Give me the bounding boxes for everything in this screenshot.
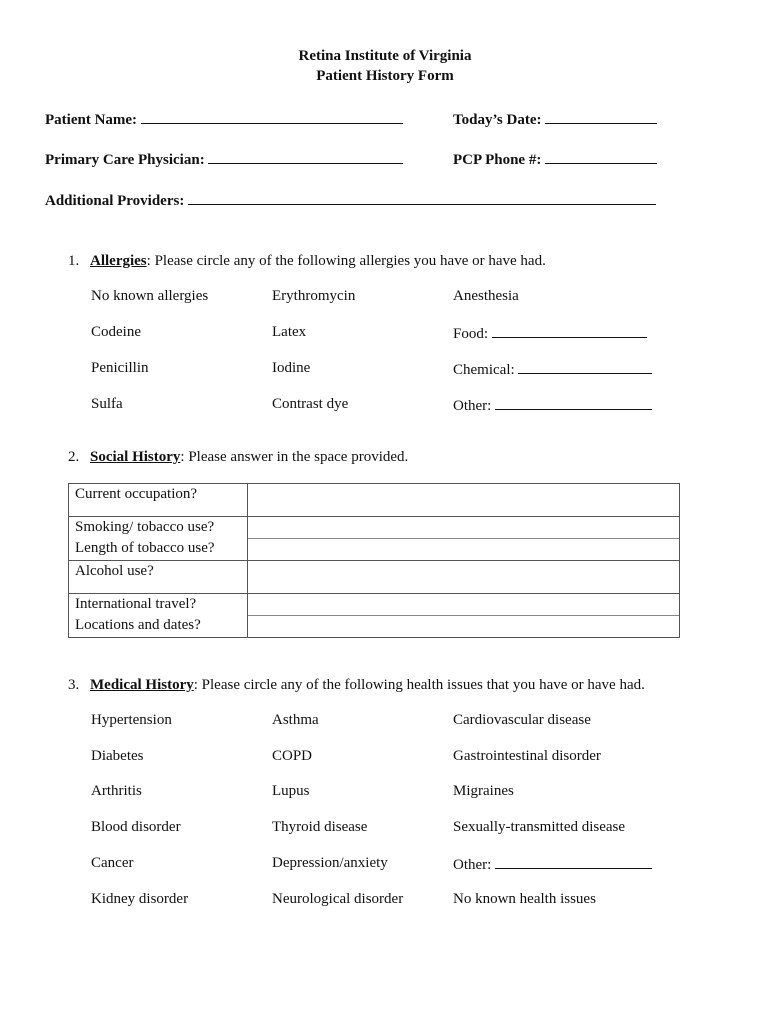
- patient-name-label: Patient Name:: [45, 112, 138, 128]
- condition-option[interactable]: Asthma: [272, 712, 319, 728]
- patient-name-field[interactable]: [45, 110, 403, 129]
- travel-answer-cell[interactable]: [248, 594, 680, 638]
- allergy-option[interactable]: No known allergies: [91, 288, 209, 304]
- travel-answer[interactable]: [248, 594, 679, 616]
- org-title: Retina Institute of Virginia: [298, 48, 472, 64]
- social-row-label: [69, 594, 248, 638]
- todays-date-field[interactable]: [453, 110, 657, 129]
- pcp-label: Primary Care Physician:: [45, 152, 205, 168]
- condition-other-field[interactable]: [453, 855, 652, 874]
- condition-option[interactable]: Depression/anxiety: [272, 855, 388, 871]
- medical-title: Medical History: [90, 677, 194, 693]
- pcp-phone-label: PCP Phone #:: [453, 152, 542, 168]
- locations-answer[interactable]: [248, 616, 679, 637]
- section-number: 3.: [68, 677, 80, 693]
- allergies-title: Allergies: [90, 253, 147, 269]
- patient-name-line[interactable]: [141, 110, 403, 124]
- condition-option[interactable]: Cancer: [91, 855, 134, 871]
- allergy-option[interactable]: Food:: [453, 326, 489, 342]
- alcohol-label: Alcohol use?: [75, 563, 154, 579]
- social-row-label: [69, 484, 248, 517]
- condition-option[interactable]: Kidney disorder: [91, 891, 189, 907]
- social-instruction: : Please answer in the space provided.: [180, 449, 409, 465]
- chemical-line[interactable]: [518, 360, 652, 374]
- occupation-answer[interactable]: [248, 484, 680, 517]
- social-row-label: [69, 561, 248, 594]
- condition-option[interactable]: Lupus: [272, 783, 310, 799]
- medical-heading: [68, 677, 645, 694]
- tobacco-length-answer[interactable]: [248, 539, 679, 560]
- section-number: 2.: [68, 449, 80, 465]
- medical-instruction: : Please circle any of the following health issues that you have or have had.: [193, 677, 645, 693]
- condition-option[interactable]: No known health issues: [453, 891, 596, 907]
- social-history-table: [68, 483, 680, 638]
- allergy-option[interactable]: Other:: [453, 398, 492, 414]
- allergy-option[interactable]: Iodine: [272, 360, 311, 376]
- condition-option[interactable]: Sexually-transmitted disease: [453, 819, 626, 835]
- additional-providers-line[interactable]: [188, 191, 656, 205]
- condition-option[interactable]: Migraines: [453, 783, 514, 799]
- todays-date-label: Today’s Date:: [453, 112, 542, 128]
- other-line[interactable]: [495, 396, 652, 410]
- allergy-option[interactable]: Sulfa: [91, 396, 123, 412]
- condition-option[interactable]: Hypertension: [91, 712, 172, 728]
- travel-label: International travel?: [75, 596, 197, 612]
- pcp-field[interactable]: [45, 150, 403, 169]
- allergy-option[interactable]: Penicillin: [91, 360, 149, 376]
- locations-label: Locations and dates?: [75, 617, 201, 633]
- condition-option[interactable]: Diabetes: [91, 748, 144, 764]
- allergy-food-field[interactable]: [453, 324, 647, 343]
- section-number: 1.: [68, 253, 80, 269]
- condition-option[interactable]: Arthritis: [91, 783, 142, 799]
- pcp-phone-field[interactable]: [453, 150, 657, 169]
- food-line[interactable]: [492, 324, 647, 338]
- condition-option[interactable]: COPD: [272, 748, 313, 764]
- pcp-phone-line[interactable]: [545, 150, 657, 164]
- occupation-label: Current occupation?: [75, 486, 198, 502]
- condition-option[interactable]: Gastrointestinal disorder: [453, 748, 601, 764]
- condition-other-line[interactable]: [495, 855, 652, 869]
- social-row-label: [69, 517, 248, 561]
- allergy-option[interactable]: Anesthesia: [453, 288, 519, 304]
- pcp-line[interactable]: [208, 150, 403, 164]
- tobacco-length-label: Length of tobacco use?: [75, 540, 215, 556]
- allergy-option[interactable]: Erythromycin: [272, 288, 356, 304]
- allergy-option[interactable]: Latex: [272, 324, 307, 340]
- alcohol-answer[interactable]: [248, 561, 680, 594]
- allergy-chemical-field[interactable]: [453, 360, 652, 379]
- condition-option[interactable]: Blood disorder: [91, 819, 181, 835]
- additional-providers-label: Additional Providers:: [45, 193, 185, 209]
- allergy-option[interactable]: Contrast dye: [272, 396, 349, 412]
- allergies-instruction: : Please circle any of the following allergies you have or have had.: [146, 253, 546, 269]
- condition-option[interactable]: Other:: [453, 857, 492, 873]
- condition-option[interactable]: Cardiovascular disease: [453, 712, 591, 728]
- social-heading: [68, 449, 408, 466]
- allergies-heading: [68, 253, 546, 270]
- todays-date-line[interactable]: [545, 110, 657, 124]
- social-title: Social History: [90, 449, 181, 465]
- allergy-other-field[interactable]: [453, 396, 652, 415]
- smoking-label: Smoking/ tobacco use?: [75, 519, 215, 535]
- condition-option[interactable]: Thyroid disease: [272, 819, 368, 835]
- allergy-option[interactable]: Codeine: [91, 324, 141, 340]
- allergy-option[interactable]: Chemical:: [453, 362, 515, 378]
- smoking-answer-cell[interactable]: [248, 517, 680, 561]
- form-title: Patient History Form: [316, 68, 454, 84]
- additional-providers-field[interactable]: [45, 191, 656, 210]
- condition-option[interactable]: Neurological disorder: [272, 891, 404, 907]
- smoking-answer[interactable]: [248, 517, 679, 539]
